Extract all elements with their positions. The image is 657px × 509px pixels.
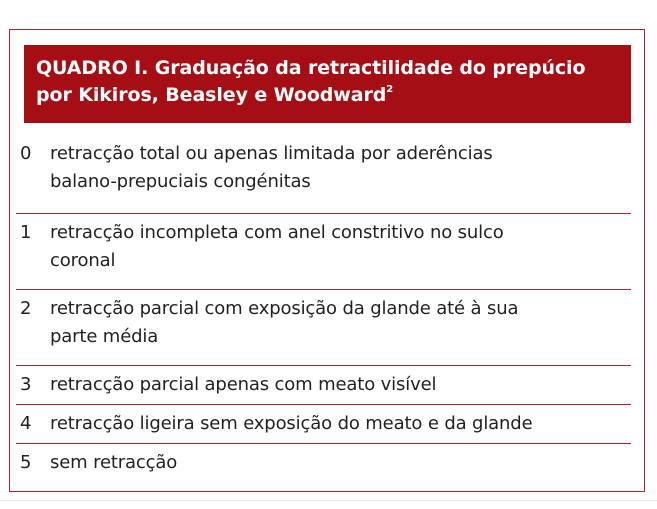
grade-description-line: retracção total ou apenas limitada por aderências — [50, 143, 493, 164]
grade-description — [50, 449, 631, 477]
table-header — [24, 45, 631, 123]
grade-number: 2 — [20, 298, 32, 319]
table-body — [16, 138, 631, 483]
table-row — [16, 444, 631, 483]
grade-description — [50, 371, 631, 399]
grade-description-line: coronal — [50, 250, 116, 271]
grade-number: 0 — [20, 143, 32, 164]
grade-description-line: retracção incompleta com anel constritivo no sulco — [50, 222, 504, 243]
grade-description — [50, 219, 631, 275]
page-divider — [0, 500, 657, 501]
table-title: QUADRO I. Graduação da retractilidade do prepúcio — [36, 57, 586, 79]
reference-superscript: 2 — [386, 84, 394, 95]
grade-number: 4 — [20, 413, 32, 434]
grade-description — [50, 410, 631, 438]
table-row — [16, 366, 631, 405]
grade-description — [50, 140, 631, 196]
grade-number: 3 — [20, 374, 32, 395]
table-title-authors: por Kikiros, Beasley e Woodward — [36, 84, 387, 106]
table-row — [16, 405, 631, 444]
grade-description-line: balano-prepuciais congénitas — [50, 171, 311, 192]
table-title-line2 — [36, 82, 619, 109]
grade-number: 5 — [20, 452, 32, 473]
table-row — [16, 138, 631, 214]
table-row — [16, 214, 631, 290]
table-title-line1 — [36, 55, 619, 82]
grade-description-line: sem retracção — [50, 452, 178, 473]
table-row — [16, 290, 631, 366]
grade-description-line: retracção parcial apenas com meato visível — [50, 374, 437, 395]
table-frame — [9, 29, 645, 492]
grade-description-line: parte média — [50, 326, 159, 347]
grade-number: 1 — [20, 222, 32, 243]
grade-description-line: retracção parcial com exposição da glande até à sua — [50, 298, 519, 319]
grade-description-line: retracção ligeira sem exposição do meato e da glande — [50, 413, 533, 434]
grade-description — [50, 295, 631, 351]
